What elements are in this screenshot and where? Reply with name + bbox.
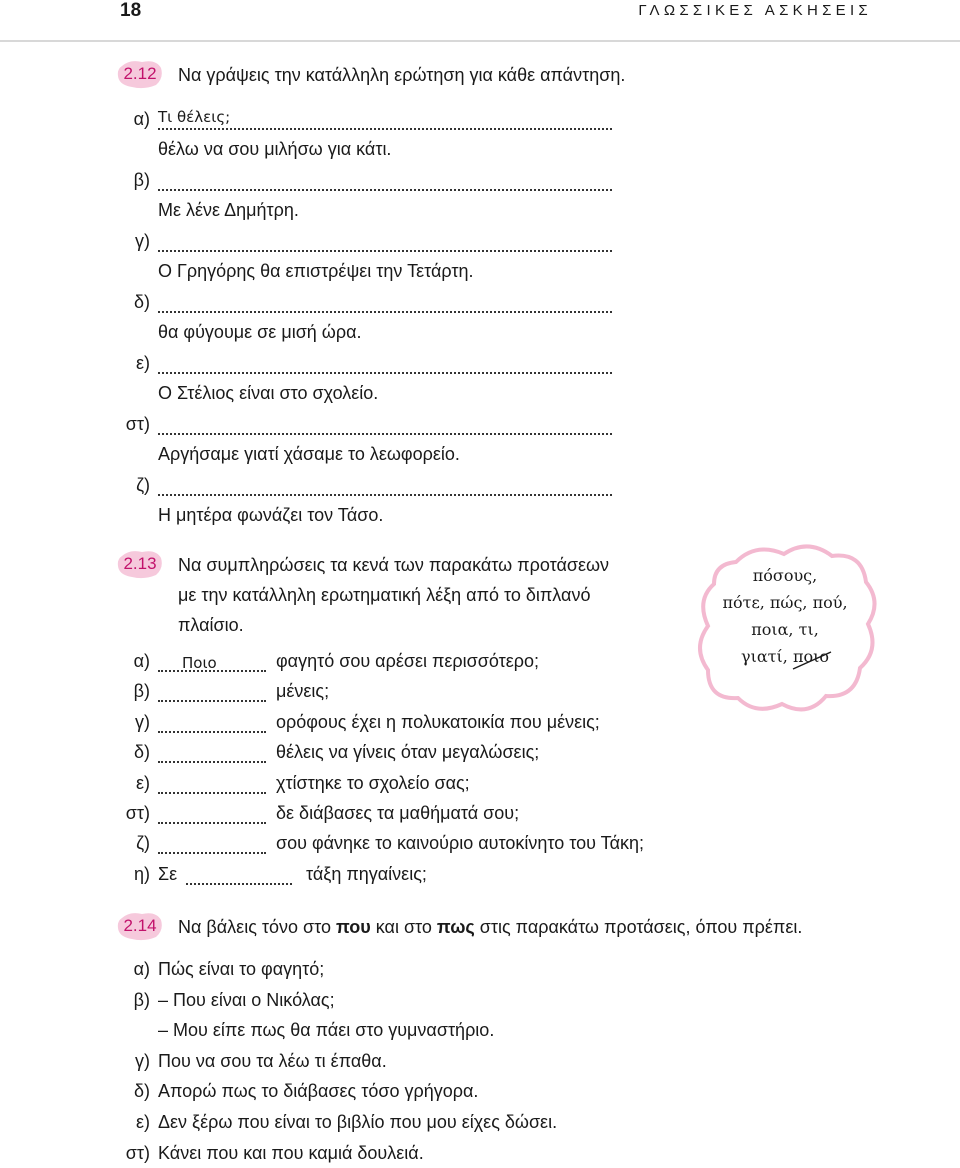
keyword: πως xyxy=(436,917,475,937)
item-label: α) xyxy=(133,651,150,671)
exercise-item xyxy=(0,470,960,500)
exercise-item xyxy=(0,226,960,256)
handwritten-answer: Τι θέλεις; xyxy=(158,108,231,126)
exercise-instruction xyxy=(178,550,609,640)
instruction-line: πλαίσιο. xyxy=(178,615,244,635)
exercise-item xyxy=(0,1076,960,1106)
item-label: ε) xyxy=(135,1112,150,1132)
exercise-item xyxy=(0,737,960,767)
given-answer: Με λένε Δημήτρη. xyxy=(158,200,299,220)
exercise-number-badge xyxy=(116,548,164,580)
running-title: ΓΛΩΣΣΙΚΕΣ ΑΣΚΗΣΕΙΣ xyxy=(638,2,872,19)
exercise-item xyxy=(0,859,960,889)
given-answer: Ο Γρηγόρης θα επιστρέψει την Τετάρτη. xyxy=(158,261,474,281)
item-text: ορόφους έχει η πολυκατοικία που μένεις; xyxy=(276,711,600,732)
item-text: φαγητό σου αρέσει περισσότερο; xyxy=(276,651,540,671)
item-label: ε) xyxy=(135,353,150,373)
item-label: γ) xyxy=(135,711,150,732)
item-label: στ) xyxy=(125,803,150,823)
exercise-item xyxy=(0,798,960,828)
answer-blank[interactable] xyxy=(158,680,266,702)
given-answer: Ο Στέλιος είναι στο σχολείο. xyxy=(158,383,379,403)
answer-blank[interactable] xyxy=(158,352,612,374)
answer-blank[interactable] xyxy=(158,291,612,313)
exercise-item xyxy=(0,768,960,798)
exercise-number-badge xyxy=(116,58,164,90)
exercise-item xyxy=(0,348,960,378)
instruction-line: με την κατάλληλη ερωτηματική λέξη από το διπλανό xyxy=(178,585,591,605)
page-header xyxy=(0,0,960,42)
exercise-item xyxy=(0,104,960,134)
struck-word-text: ποιο xyxy=(792,647,829,666)
item-label: β) xyxy=(133,681,150,702)
exercise-number-badge xyxy=(116,910,164,942)
exercise-item xyxy=(0,165,960,195)
exercise-item xyxy=(0,1138,960,1168)
item-label: δ) xyxy=(133,742,150,763)
item-text: σου φάνηκε το καινούριο αυτοκίνητο του Τάκη; xyxy=(276,833,645,854)
exercise-number: 2.14 xyxy=(123,916,157,935)
item-text: δε διάβασες τα μαθήματά σου; xyxy=(276,803,520,823)
answer-blank[interactable] xyxy=(158,741,266,763)
item-label: στ) xyxy=(125,414,150,434)
instruction-text: και στο xyxy=(370,917,437,937)
item-text: χτίστηκε το σχολείο σας; xyxy=(276,772,470,793)
item-label: α) xyxy=(133,959,150,979)
answer-blank[interactable] xyxy=(158,802,266,824)
word-box-line: πόσους, xyxy=(752,566,818,585)
keyword: που xyxy=(335,917,371,937)
word-box-line: ποια, τι, xyxy=(751,620,819,639)
item-prefix: Σε xyxy=(158,863,178,884)
item-label: δ) xyxy=(133,292,150,312)
item-label: ζ) xyxy=(136,833,150,854)
item-label: ε) xyxy=(135,772,150,793)
answer-blank[interactable] xyxy=(158,772,266,794)
handwritten-answer: Ποιο xyxy=(182,654,217,672)
item-label: η) xyxy=(133,863,150,884)
exercise-item xyxy=(0,954,960,984)
page-number: 18 xyxy=(120,0,142,21)
instruction-text: Να βάλεις τόνο στο xyxy=(178,917,336,937)
item-text: – Που είναι ο Νικόλας; xyxy=(158,989,335,1010)
exercise-instruction: Να γράψεις την κατάλληλη ερώτηση για κάθε απάντηση. xyxy=(178,65,626,85)
item-text: Κάνει που και που καμιά δουλειά. xyxy=(158,1142,424,1163)
answer-blank[interactable] xyxy=(158,832,266,854)
item-text: τάξη πηγαίνεις; xyxy=(306,863,427,884)
exercise-item xyxy=(0,1107,960,1137)
item-label: γ) xyxy=(135,231,150,251)
exercise-item xyxy=(0,828,960,858)
answer-blank[interactable] xyxy=(158,474,612,496)
item-text: Απορώ πως το διάβασες τόσο γρήγορα. xyxy=(158,1081,479,1102)
answer-blank[interactable] xyxy=(158,711,266,733)
item-label: στ) xyxy=(125,1142,150,1163)
item-text: Δεν ξέρω που είναι το βιβλίο που μου είχες δώσει. xyxy=(158,1112,558,1132)
given-answer: θέλω να σου μιλήσω για κάτι. xyxy=(158,139,392,159)
exercise-item xyxy=(0,1015,960,1045)
item-label: δ) xyxy=(133,1081,150,1102)
answer-blank[interactable] xyxy=(158,413,612,435)
exercise-item xyxy=(0,1046,960,1076)
exercise-instruction xyxy=(178,912,802,942)
item-label: α) xyxy=(133,109,150,129)
given-answer: Αργήσαμε γιατί χάσαμε το λεωφορείο. xyxy=(158,444,460,464)
item-label: β) xyxy=(133,170,150,190)
item-text: θέλεις να γίνεις όταν μεγαλώσεις; xyxy=(276,742,540,763)
item-label: γ) xyxy=(135,1050,150,1071)
item-text: μένεις; xyxy=(276,681,330,702)
exercise-number: 2.12 xyxy=(123,64,157,83)
given-answer: θα φύγουμε σε μισή ώρα. xyxy=(158,322,362,342)
exercise-item xyxy=(0,646,960,676)
instruction-line: Να συμπληρώσεις τα κενά των παρακάτω προτάσεων xyxy=(178,555,610,575)
exercise-item xyxy=(0,676,960,706)
word-box-line: πότε, πώς, πού, xyxy=(722,593,848,612)
answer-blank[interactable] xyxy=(186,863,292,885)
answer-blank[interactable] xyxy=(158,169,612,191)
exercise-item xyxy=(0,287,960,317)
item-text: Που να σου τα λέω τι έπαθα. xyxy=(158,1050,387,1071)
word-box-word: γιατί, xyxy=(741,647,793,666)
item-text: – Μου είπε πως θα πάει στο γυμναστήριο. xyxy=(158,1020,495,1041)
instruction-text: στις παρακάτω προτάσεις, όπου πρέπει. xyxy=(474,917,803,937)
exercise-item xyxy=(0,409,960,439)
exercise-number: 2.13 xyxy=(123,554,157,573)
exercise-item xyxy=(0,985,960,1015)
given-answer: Η μητέρα φωνάζει τον Τάσο. xyxy=(158,505,384,525)
answer-blank[interactable] xyxy=(158,230,612,252)
item-label: ζ) xyxy=(136,475,150,495)
item-label: β) xyxy=(133,989,150,1010)
item-text: Πώς είναι το φαγητό; xyxy=(158,959,325,979)
exercise-item xyxy=(0,707,960,737)
